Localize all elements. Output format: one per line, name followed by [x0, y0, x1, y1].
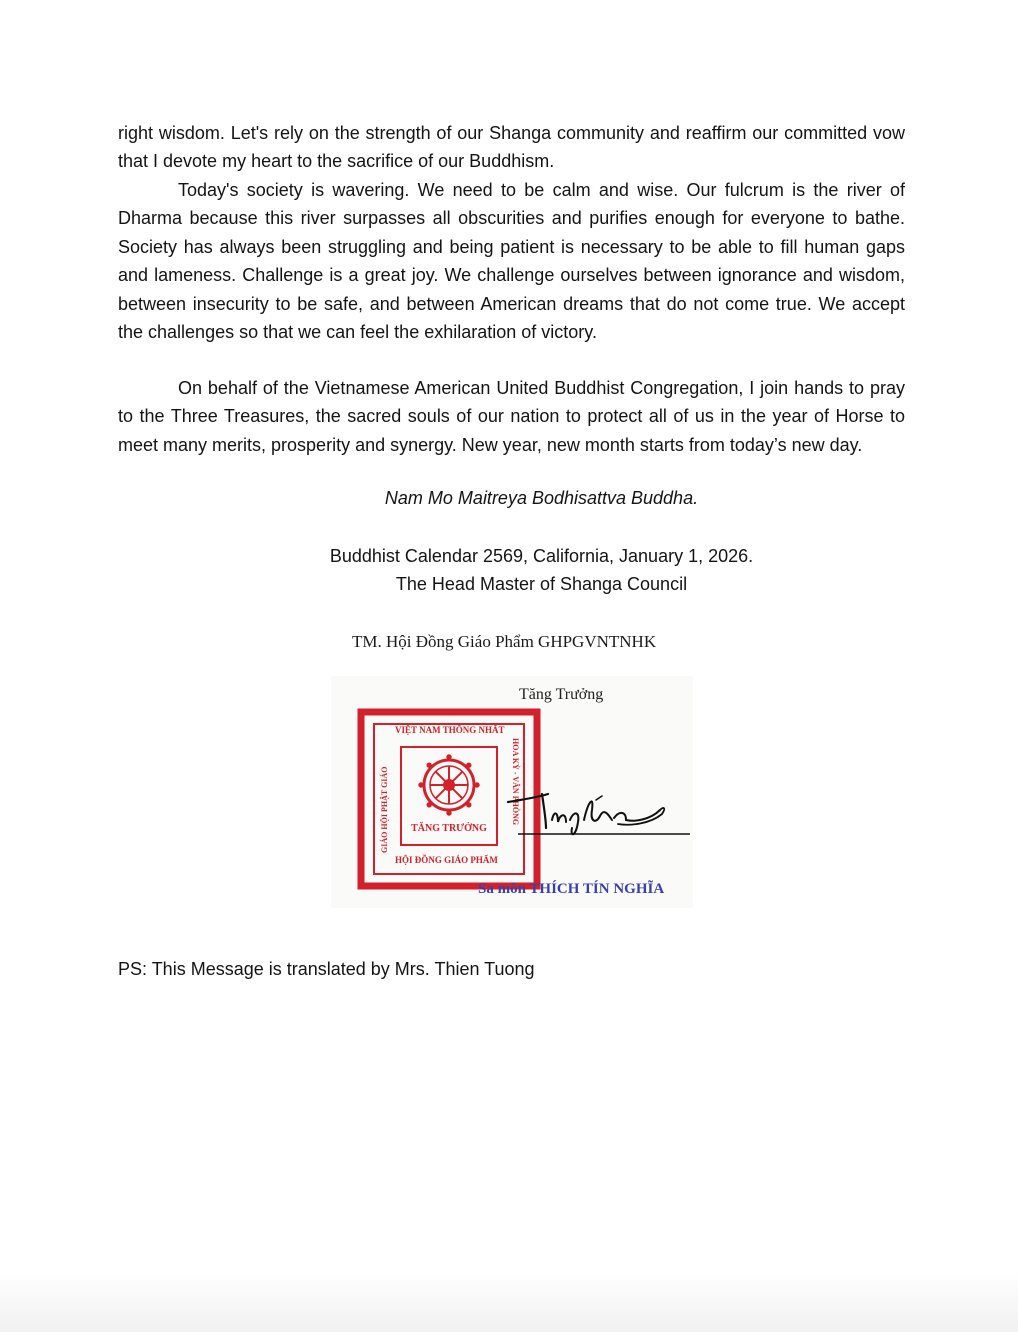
seal-right-text: HOA KỲ - VĂN PHÒNG: [511, 738, 520, 826]
svg-text:GIÁO HỘI PHẬT GIÁO: [379, 767, 389, 853]
paragraph-prayer-text: On behalf of the Vietnamese American United Buddhist Congregation, I join hands to pray to the Three Treasures, the sacred souls of our nation to protect all of us in the year of Horse to meet many merits, prosperity and synergy. New year, new month starts from today’s new day.: [118, 378, 905, 455]
svg-text:VIỆT NAM THỐNG NHẤT: [395, 725, 505, 735]
dharma-wheel-icon: [419, 755, 479, 815]
paragraph-continued: [118, 119, 905, 176]
calendar-date-line: Buddhist Calendar 2569, California, January 1, 2026.: [329, 546, 754, 566]
seal-bottom-text: HỘI ĐỒNG GIÁO PHẨM: [395, 855, 498, 865]
paragraph-prayer: [118, 374, 905, 459]
postscript-line: PS: This Message is translated by Mrs. Thien Tuong: [118, 959, 535, 979]
svg-text:HỘI ĐỒNG GIÁO PHẨM: [395, 855, 498, 865]
headmaster-title: The Head Master of Shanga Council: [395, 574, 688, 594]
paragraph-society: [118, 176, 905, 346]
paragraph-society-text: Today's society is wavering. We need to be calm and wise. Our fulcrum is the river of Dharma because this river surpasses all obscurities and purifies enough for everyone to bathe. Society has always been struggling and being patient is necessary to be able to fill human gaps and lameness. Challenge is a great joy. We challenge ourselves between ignorance and wisdom, between insecurity to be safe, and between American dreams that do not come true. We accept the challenges so that we can feel the exhilaration of victory.: [118, 180, 905, 343]
seal-left-text: GIÁO HỘI PHẬT GIÁO: [380, 766, 389, 853]
closing-invocation: Nam Mo Maitreya Bodhisattva Buddha.: [384, 488, 699, 508]
handwritten-signature-icon: [500, 780, 695, 850]
signer-title: Tăng Trưởng: [519, 686, 604, 703]
paragraph-continued-text: right wisdom. Let's rely on the strength of our Shanga community and reaffirm our committed vow that I devote my heart to the sacrifice of our Buddhism.: [118, 123, 905, 172]
signer-name: Sa môn THÍCH TÍN NGHĨA: [478, 881, 665, 897]
seal-inner-text: TĂNG TRƯỞNG: [411, 823, 487, 834]
seal-top-text: VIỆT NAM THỐNG NHẤT: [395, 725, 505, 735]
council-tm-line: TM. Hội Đồng Giáo Phẩm GHPGVNTNHK: [352, 632, 657, 651]
